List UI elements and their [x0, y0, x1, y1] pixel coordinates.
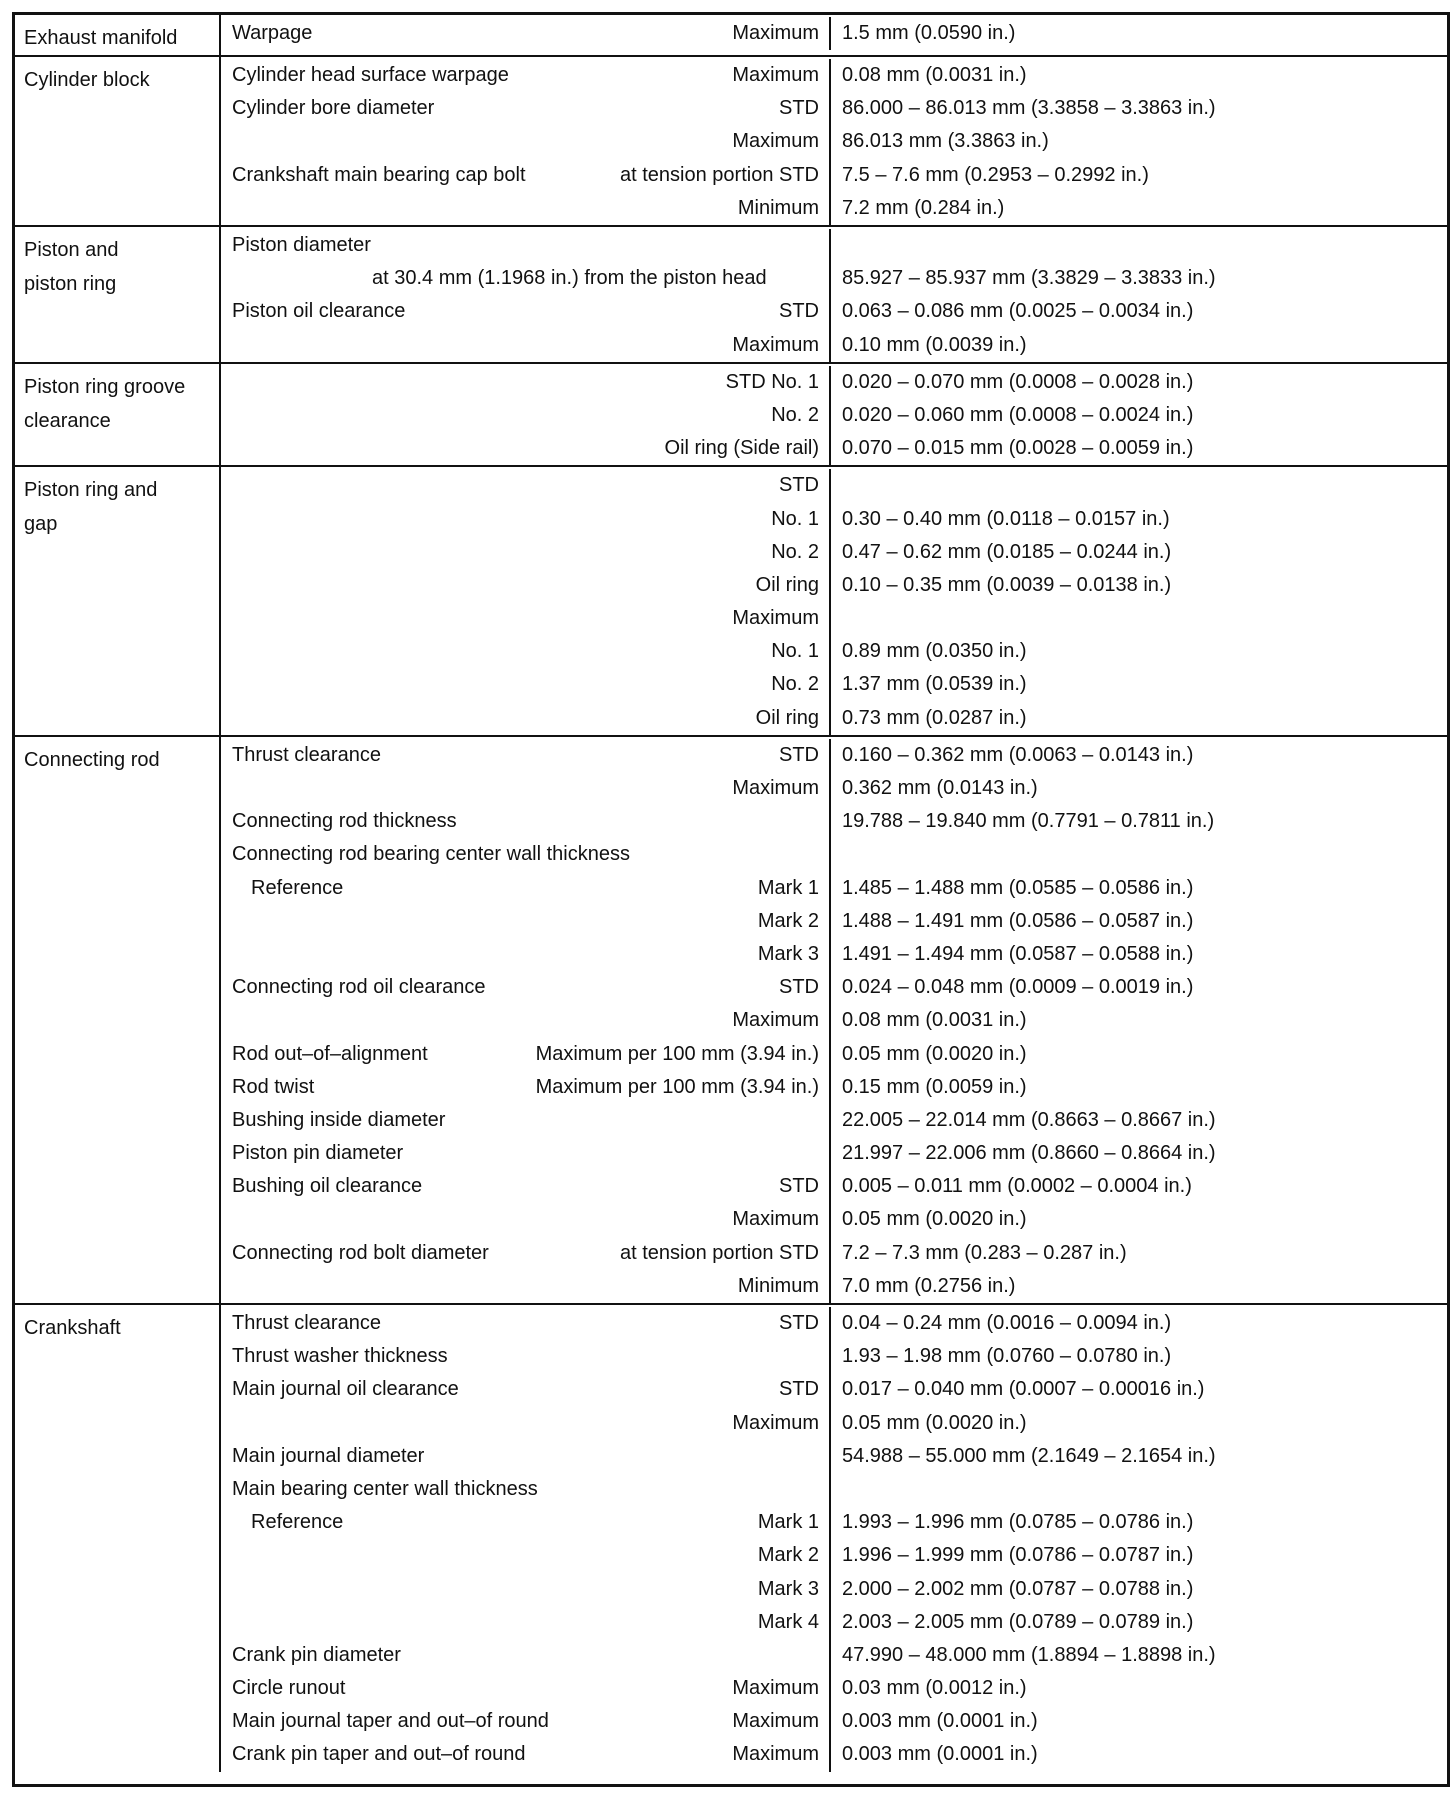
spec-item-label: Crankshaft main bearing cap bolt [232, 163, 526, 186]
spec-description-cell [221, 159, 831, 192]
spec-condition: Mark 3 [757, 1577, 819, 1600]
spec-condition: Maximum per 100 mm (3.94 in.) [535, 1075, 819, 1098]
spec-row [221, 602, 1447, 635]
spec-row [221, 1307, 1447, 1340]
spec-condition: Minimum [737, 1274, 819, 1297]
spec-row [221, 872, 1447, 905]
spec-description-cell [221, 1340, 831, 1373]
spec-description-cell [221, 702, 831, 735]
spec-value: 0.362 mm (0.0143 in.) [842, 777, 1038, 800]
spec-item-label: Piston oil clearance [232, 300, 406, 323]
spec-description-cell [221, 1506, 831, 1539]
spec-item-label: Circle runout [232, 1677, 346, 1700]
spec-item-label: Reference [251, 1511, 344, 1534]
spec-row [221, 502, 1447, 535]
spec-row [221, 838, 1447, 871]
spec-item-label: Thrust clearance [232, 1312, 381, 1335]
spec-condition: Maximum [732, 1208, 819, 1231]
spec-section [15, 735, 1447, 1303]
spec-value: 0.05 mm (0.0020 in.) [842, 1042, 1027, 1065]
spec-description-cell [221, 329, 831, 362]
spec-condition: Maximum [732, 333, 819, 356]
spec-item-label: Reference [251, 876, 344, 899]
spec-value: 0.73 mm (0.0287 in.) [842, 706, 1027, 729]
spec-row [221, 1270, 1447, 1303]
spec-description-cell [221, 1373, 831, 1406]
spec-row [221, 1572, 1447, 1605]
spec-row [221, 92, 1447, 125]
spec-row [221, 1539, 1447, 1572]
spec-value: 0.070 – 0.015 mm (0.0028 – 0.0059 in.) [842, 437, 1194, 460]
spec-row [221, 805, 1447, 838]
spec-condition: Maximum per 100 mm (3.94 in.) [535, 1042, 819, 1065]
spec-item-label: Cylinder bore diameter [232, 97, 435, 120]
spec-description-cell [221, 938, 831, 971]
spec-description-cell [221, 772, 831, 805]
spec-value: 2.003 – 2.005 mm (0.0789 – 0.0789 in.) [842, 1610, 1194, 1633]
spec-row [221, 1104, 1447, 1137]
spec-section [15, 465, 1447, 735]
spec-value: 0.47 – 0.62 mm (0.0185 – 0.0244 in.) [842, 540, 1172, 563]
spec-value: 0.10 mm (0.0039 in.) [842, 333, 1027, 356]
spec-value: 1.5 mm (0.0590 in.) [842, 22, 1016, 45]
spec-condition: STD [779, 1378, 819, 1401]
spec-row [221, 971, 1447, 1004]
spec-value: 0.08 mm (0.0031 in.) [842, 64, 1027, 87]
section-body [221, 57, 1447, 225]
spec-value: 0.05 mm (0.0020 in.) [842, 1411, 1027, 1434]
spec-condition: Mark 2 [757, 1544, 819, 1567]
spec-section [15, 15, 1447, 55]
spec-condition: Maximum [732, 130, 819, 153]
spec-value: 0.15 mm (0.0059 in.) [842, 1075, 1027, 1098]
spec-condition: Maximum [732, 1710, 819, 1733]
spec-row [221, 17, 1447, 50]
spec-condition: No. 1 [771, 640, 819, 663]
spec-description-cell [221, 295, 831, 328]
spec-value: 1.93 – 1.98 mm (0.0760 – 0.0780 in.) [842, 1345, 1172, 1368]
spec-description-cell [221, 399, 831, 432]
spec-row [221, 469, 1447, 502]
spec-description-cell [221, 1572, 831, 1605]
spec-row [221, 1606, 1447, 1639]
spec-condition: Oil ring [755, 706, 819, 729]
spec-item-label: Bushing inside diameter [232, 1108, 446, 1131]
spec-description-cell [221, 1270, 831, 1303]
spec-row [221, 329, 1447, 362]
spec-row [221, 569, 1447, 602]
spec-row [221, 366, 1447, 399]
spec-description-cell [221, 602, 831, 635]
spec-value: 7.2 – 7.3 mm (0.283 – 0.287 in.) [842, 1241, 1127, 1264]
spec-value: 47.990 – 48.000 mm (1.8894 – 1.8898 in.) [842, 1643, 1216, 1666]
spec-description-cell [221, 1606, 831, 1639]
spec-row [221, 59, 1447, 92]
spec-row [221, 1407, 1447, 1440]
spec-item-label: Main bearing center wall thickness [232, 1477, 538, 1500]
spec-description-cell [221, 569, 831, 602]
spec-description-cell [221, 1440, 831, 1473]
section-body [221, 737, 1447, 1303]
spec-description-cell [221, 1037, 831, 1070]
spec-row [221, 262, 1447, 295]
spec-condition: Minimum [737, 196, 819, 219]
spec-row [221, 192, 1447, 225]
spec-value: 0.08 mm (0.0031 in.) [842, 1009, 1027, 1032]
spec-condition: STD [779, 1175, 819, 1198]
spec-condition: Maximum [732, 1677, 819, 1700]
spec-description-cell [221, 1738, 831, 1771]
spec-item-label: Main journal diameter [232, 1444, 425, 1467]
spec-row [221, 938, 1447, 971]
spec-condition: at tension portion STD [620, 1241, 819, 1264]
spec-condition: STD [779, 97, 819, 120]
spec-description-cell [221, 229, 831, 262]
section-body [221, 364, 1447, 466]
spec-description-cell [221, 469, 831, 502]
section-title: Piston ring groove clearance [15, 364, 221, 466]
spec-row [221, 399, 1447, 432]
spec-description-cell [221, 1639, 831, 1672]
spec-condition: STD [779, 976, 819, 999]
spec-value: 1.993 – 1.996 mm (0.0785 – 0.0786 in.) [842, 1511, 1194, 1534]
spec-condition: STD [779, 300, 819, 323]
spec-value: 0.160 – 0.362 mm (0.0063 – 0.0143 in.) [842, 743, 1194, 766]
spec-description-cell [221, 1407, 831, 1440]
spec-value: 0.10 – 0.35 mm (0.0039 – 0.0138 in.) [842, 573, 1172, 596]
spec-row [221, 1237, 1447, 1270]
spec-row [221, 1340, 1447, 1373]
spec-description-cell [221, 366, 831, 399]
spec-description-cell [221, 1071, 831, 1104]
spec-value: 7.5 – 7.6 mm (0.2953 – 0.2992 in.) [842, 163, 1149, 186]
spec-row [221, 1738, 1447, 1771]
spec-item-label: Bushing oil clearance [232, 1175, 423, 1198]
spec-condition: Mark 1 [757, 1511, 819, 1534]
spec-description-cell [221, 1672, 831, 1705]
spec-value: 0.017 – 0.040 mm (0.0007 – 0.00016 in.) [842, 1378, 1205, 1401]
spec-condition: No. 2 [771, 673, 819, 696]
section-body [221, 227, 1447, 362]
spec-value: 86.000 – 86.013 mm (3.3858 – 3.3863 in.) [842, 97, 1216, 120]
spec-description-cell [221, 536, 831, 569]
spec-row [221, 229, 1447, 262]
spec-item-label: Crank pin diameter [232, 1643, 401, 1666]
spec-condition: Oil ring [755, 573, 819, 596]
spec-row [221, 702, 1447, 735]
spec-row [221, 1639, 1447, 1672]
spec-row [221, 772, 1447, 805]
spec-value: 1.491 – 1.494 mm (0.0587 – 0.0588 in.) [842, 942, 1194, 965]
spec-value: 0.30 – 0.40 mm (0.0118 – 0.0157 in.) [842, 507, 1170, 530]
spec-description-cell [221, 1473, 831, 1506]
spec-description-cell [221, 838, 831, 871]
spec-value: 0.020 – 0.060 mm (0.0008 – 0.0024 in.) [842, 403, 1194, 426]
spec-row [221, 1506, 1447, 1539]
spec-row [221, 1705, 1447, 1738]
section-title: Crankshaft [15, 1305, 221, 1772]
spec-value: 0.04 – 0.24 mm (0.0016 – 0.0094 in.) [842, 1312, 1172, 1335]
spec-description-cell [221, 192, 831, 225]
spec-description-cell [221, 872, 831, 905]
spec-item-label: Warpage [232, 22, 313, 45]
spec-value: 1.485 – 1.488 mm (0.0585 – 0.0586 in.) [842, 876, 1194, 899]
spec-description-cell [221, 1237, 831, 1270]
spec-description-cell [221, 1170, 831, 1203]
spec-description-cell [221, 805, 831, 838]
spec-description-cell [221, 1307, 831, 1340]
spec-value: 21.997 – 22.006 mm (0.8660 – 0.8664 in.) [842, 1142, 1216, 1165]
spec-item-label: Connecting rod oil clearance [232, 976, 486, 999]
spec-description-cell [221, 668, 831, 701]
spec-value: 7.2 mm (0.284 in.) [842, 196, 1005, 219]
spec-description-cell [221, 17, 831, 50]
spec-item-label: Rod out–of–alignment [232, 1042, 428, 1065]
spec-value: 19.788 – 19.840 mm (0.7791 – 0.7811 in.) [842, 810, 1215, 833]
spec-value: 86.013 mm (3.3863 in.) [842, 130, 1049, 153]
spec-row [221, 536, 1447, 569]
spec-section [15, 55, 1447, 225]
spec-item-label: Main journal oil clearance [232, 1378, 459, 1401]
spec-item-label: at 30.4 mm (1.1968 in.) from the piston head [372, 267, 767, 290]
spec-description-cell [221, 905, 831, 938]
spec-value: 0.89 mm (0.0350 in.) [842, 640, 1027, 663]
spec-row [221, 1440, 1447, 1473]
section-body [221, 1305, 1447, 1772]
section-title: Connecting rod [15, 737, 221, 1303]
spec-condition: at tension portion STD [620, 163, 819, 186]
section-body [221, 15, 1447, 55]
spec-description-cell [221, 432, 831, 465]
spec-value: 54.988 – 55.000 mm (2.1649 – 2.1654 in.) [842, 1444, 1216, 1467]
spec-row [221, 1004, 1447, 1037]
spec-condition: Maximum [732, 607, 819, 630]
spec-condition: STD [779, 1312, 819, 1335]
spec-value: 0.003 mm (0.0001 in.) [842, 1710, 1038, 1733]
spec-row [221, 1473, 1447, 1506]
spec-item-label: Main journal taper and out–of round [232, 1710, 549, 1733]
spec-description-cell [221, 125, 831, 158]
spec-condition: No. 2 [771, 403, 819, 426]
spec-condition: Mark 1 [757, 876, 819, 899]
spec-condition: STD [779, 474, 819, 497]
spec-description-cell [221, 262, 831, 295]
spec-section [15, 225, 1447, 362]
spec-condition: Oil ring (Side rail) [664, 437, 819, 460]
spec-description-cell [221, 1705, 831, 1738]
spec-value: 0.063 – 0.086 mm (0.0025 – 0.0034 in.) [842, 300, 1194, 323]
spec-value: 0.005 – 0.011 mm (0.0002 – 0.0004 in.) [842, 1175, 1192, 1198]
spec-condition: Maximum [732, 777, 819, 800]
spec-value: 22.005 – 22.014 mm (0.8663 – 0.8667 in.) [842, 1108, 1216, 1131]
spec-row [221, 125, 1447, 158]
spec-description-cell [221, 1137, 831, 1170]
spec-item-label: Connecting rod bolt diameter [232, 1241, 489, 1264]
spec-row [221, 295, 1447, 328]
spec-row [221, 739, 1447, 772]
spec-value: 85.927 – 85.937 mm (3.3829 – 3.3833 in.) [842, 267, 1216, 290]
spec-row [221, 1037, 1447, 1070]
spec-condition: Maximum [732, 22, 819, 45]
spec-row [221, 1672, 1447, 1705]
spec-item-label: Piston pin diameter [232, 1142, 404, 1165]
spec-item-label: Thrust washer thickness [232, 1345, 448, 1368]
spec-item-label: Rod twist [232, 1075, 315, 1098]
spec-condition: Mark 4 [757, 1610, 819, 1633]
spec-item-label: Piston diameter [232, 234, 371, 257]
spec-item-label: Connecting rod thickness [232, 810, 457, 833]
spec-description-cell [221, 502, 831, 535]
spec-description-cell [221, 635, 831, 668]
spec-row [221, 159, 1447, 192]
spec-condition: Maximum [732, 1009, 819, 1032]
section-title: Exhaust manifold [15, 15, 221, 55]
spec-value: 0.020 – 0.070 mm (0.0008 – 0.0028 in.) [842, 370, 1194, 393]
spec-row [221, 1373, 1447, 1406]
spec-description-cell [221, 1203, 831, 1236]
spec-condition: Maximum [732, 1411, 819, 1434]
spec-value: 0.05 mm (0.0020 in.) [842, 1208, 1027, 1231]
spec-value: 1.37 mm (0.0539 in.) [842, 673, 1027, 696]
spec-description-cell [221, 739, 831, 772]
spec-value: 0.03 mm (0.0012 in.) [842, 1677, 1027, 1700]
section-title: Cylinder block [15, 57, 221, 225]
spec-value: 2.000 – 2.002 mm (0.0787 – 0.0788 in.) [842, 1577, 1194, 1600]
spec-row [221, 635, 1447, 668]
spec-condition: No. 2 [771, 540, 819, 563]
spec-description-cell [221, 971, 831, 1004]
spec-row [221, 1203, 1447, 1236]
spec-row [221, 432, 1447, 465]
spec-description-cell [221, 1104, 831, 1137]
spec-row [221, 1137, 1447, 1170]
spec-item-label: Connecting rod bearing center wall thickness [232, 843, 630, 866]
spec-condition: STD No. 1 [725, 370, 819, 393]
spec-section [15, 1303, 1447, 1772]
spec-value: 0.003 mm (0.0001 in.) [842, 1743, 1038, 1766]
spec-row [221, 668, 1447, 701]
spec-condition: Mark 3 [757, 942, 819, 965]
spec-condition: Maximum [732, 1743, 819, 1766]
spec-description-cell [221, 1539, 831, 1572]
spec-row [221, 905, 1447, 938]
spec-description-cell [221, 59, 831, 92]
section-title: Piston ring and gap [15, 467, 221, 735]
spec-value: 1.488 – 1.491 mm (0.0586 – 0.0587 in.) [842, 909, 1194, 932]
spec-condition: Mark 2 [757, 909, 819, 932]
spec-row [221, 1071, 1447, 1104]
spec-item-label: Crank pin taper and out–of round [232, 1743, 526, 1766]
spec-value: 0.024 – 0.048 mm (0.0009 – 0.0019 in.) [842, 976, 1194, 999]
spec-condition: Maximum [732, 64, 819, 87]
spec-description-cell [221, 1004, 831, 1037]
section-title: Piston and piston ring [15, 227, 221, 362]
spec-condition: STD [779, 743, 819, 766]
spec-item-label: Cylinder head surface warpage [232, 64, 509, 87]
specification-table [12, 12, 1450, 1787]
spec-description-cell [221, 92, 831, 125]
spec-item-label: Thrust clearance [232, 743, 381, 766]
spec-section [15, 362, 1447, 466]
spec-value: 1.996 – 1.999 mm (0.0786 – 0.0787 in.) [842, 1544, 1194, 1567]
spec-value: 7.0 mm (0.2756 in.) [842, 1274, 1016, 1297]
section-body [221, 467, 1447, 735]
spec-row [221, 1170, 1447, 1203]
spec-condition: No. 1 [771, 507, 819, 530]
